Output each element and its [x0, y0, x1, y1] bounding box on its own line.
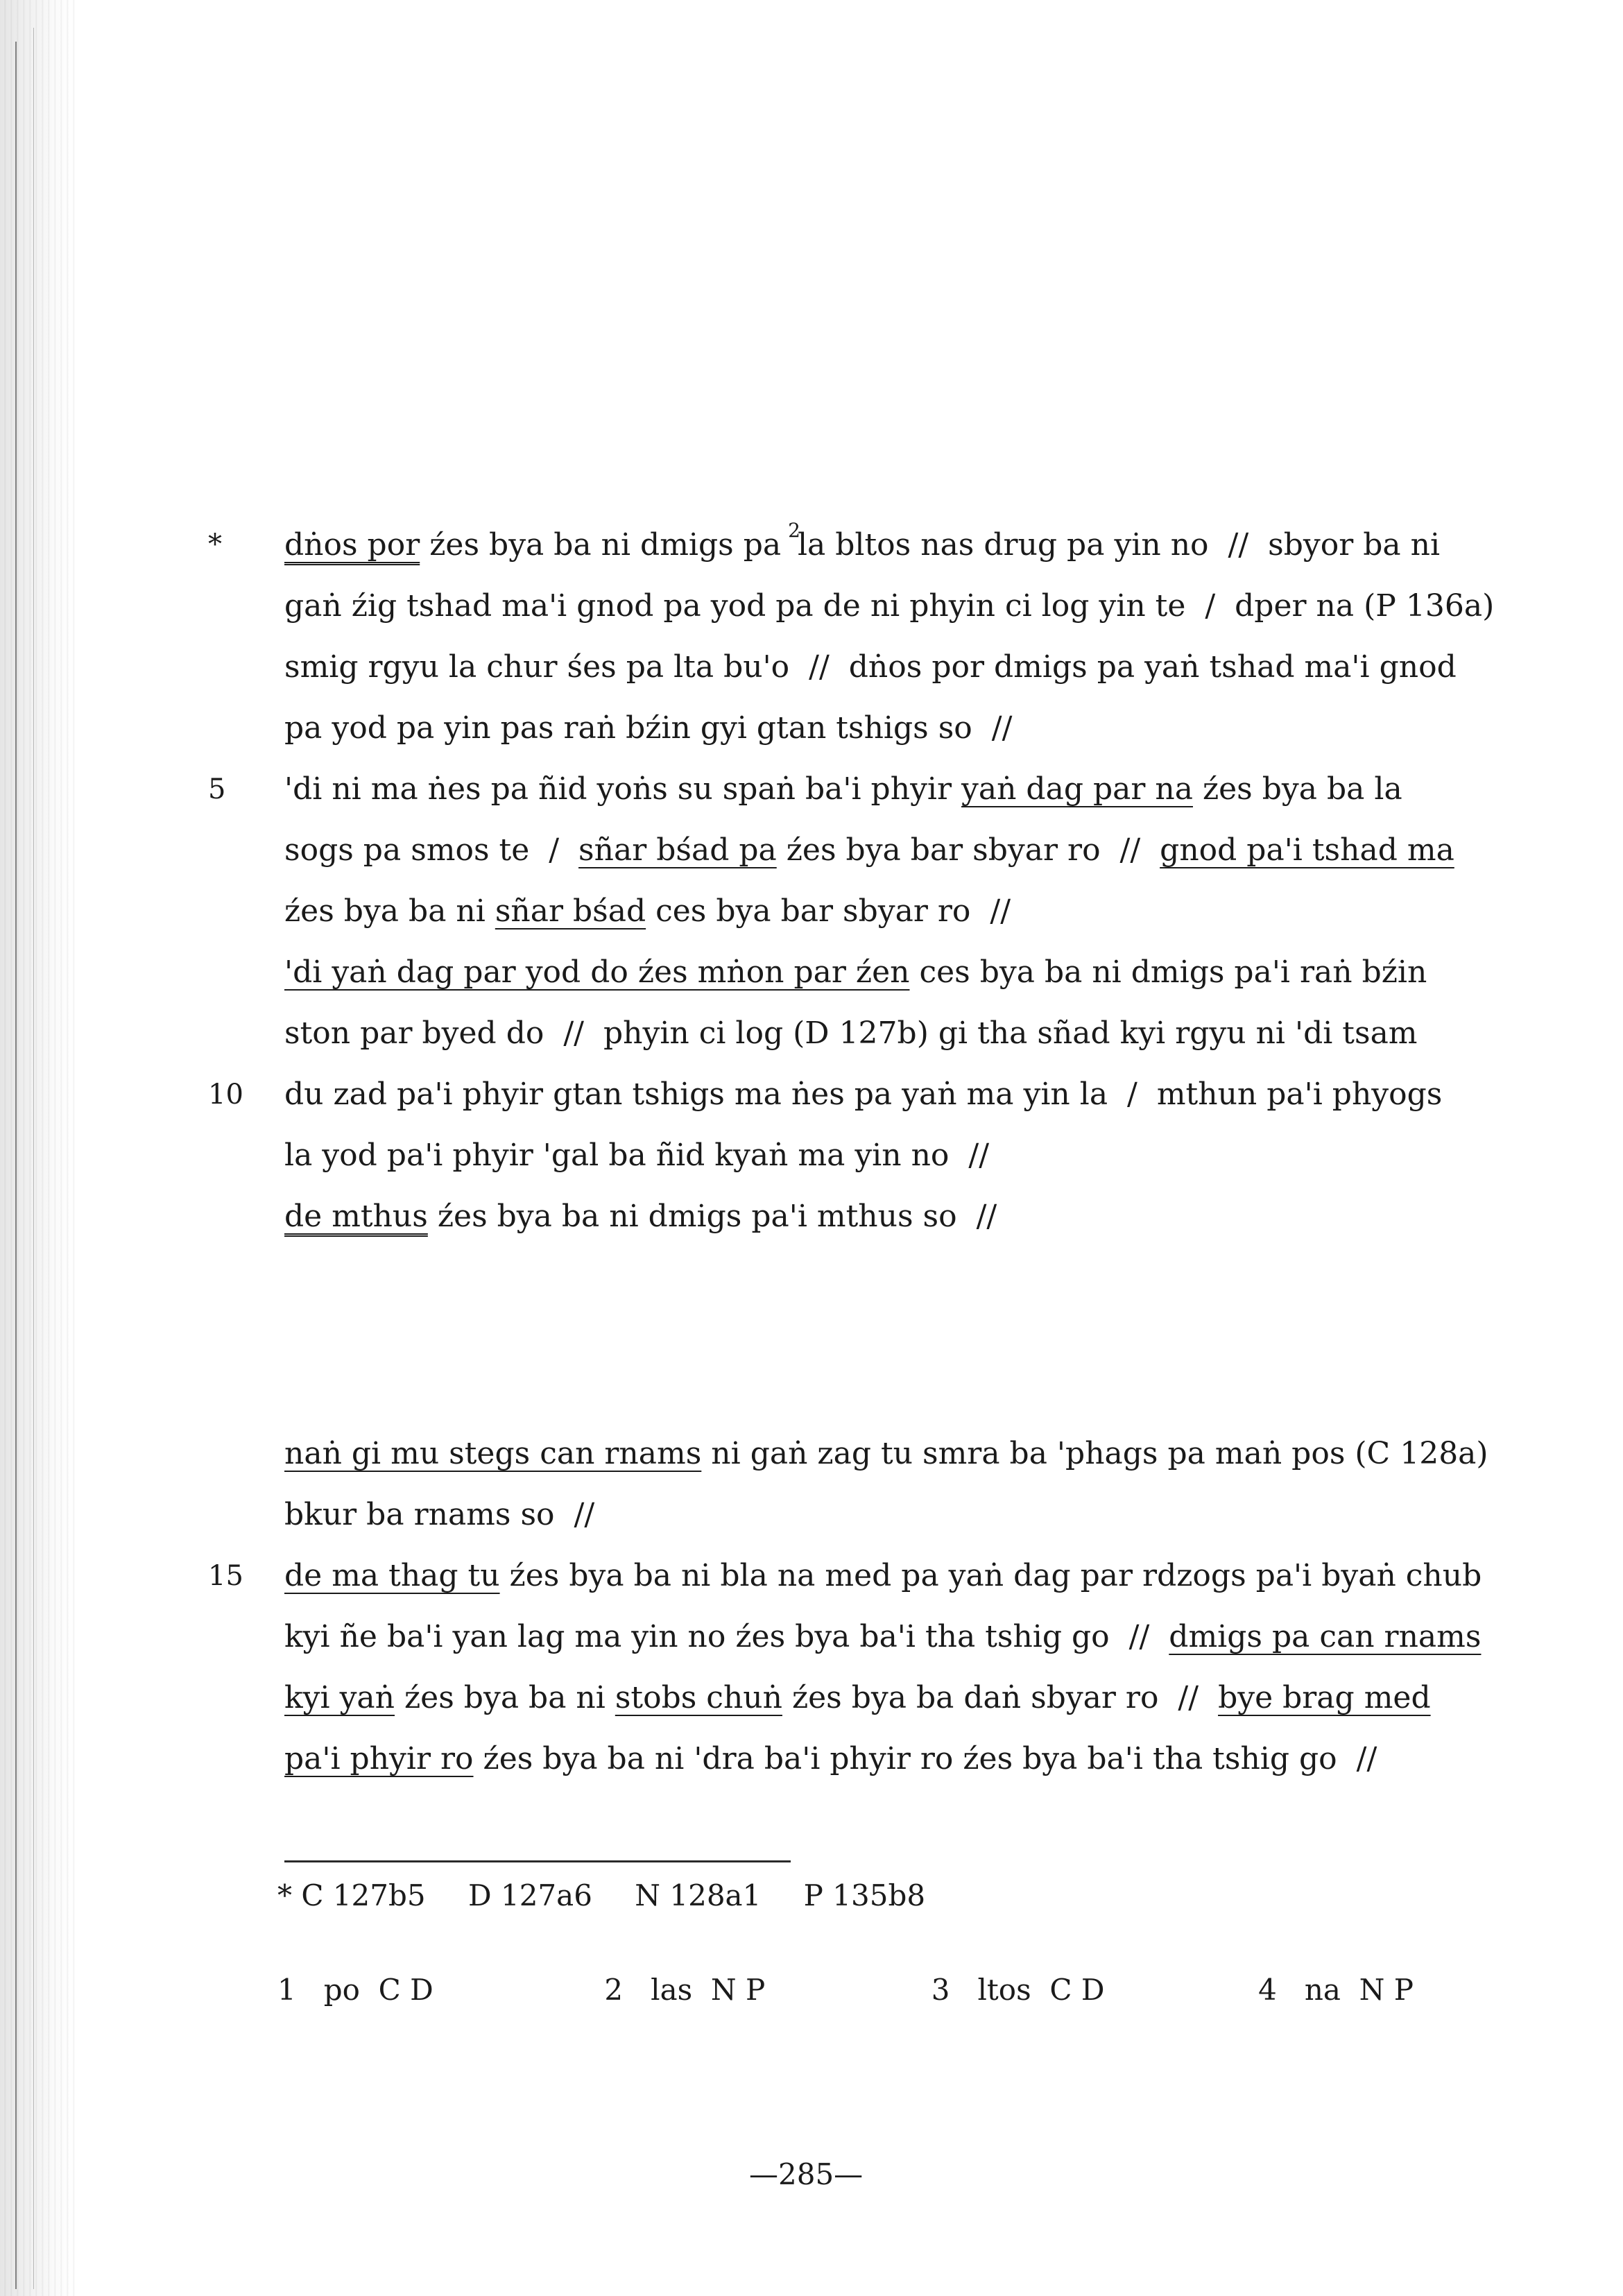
text-run: du zad pa'i phyir gtan tshigs ma ṅes pa yaṅ ma yin la / mthun pa'i phyogs	[284, 1077, 1443, 1112]
lemma-underlined: stobs chuṅ	[615, 1680, 782, 1715]
text-line	[284, 881, 1429, 942]
text-line	[284, 820, 1454, 881]
text-run: kyi ñe ba'i yan lag ma yin no źes bya ba'i tha tshig go //	[284, 1619, 1169, 1654]
text-line	[284, 1003, 1429, 1064]
note-reference: 2	[788, 519, 800, 542]
text-run: źes bya ba ni	[284, 893, 495, 929]
lemma-underlined: sñar bśad pa	[578, 832, 777, 868]
line-number: 10	[208, 1079, 243, 1111]
footnote-variants	[277, 1973, 1576, 2007]
text-run: ces bya bar sbyar ro //	[646, 893, 1011, 929]
line-number: 5	[208, 773, 226, 805]
text-run: źes bya ba la	[1192, 771, 1402, 807]
text-line	[284, 515, 1441, 576]
text-section-2	[208, 1423, 1488, 1790]
text-line	[284, 637, 1457, 698]
footnote-star-marker: *	[208, 529, 222, 560]
text-line	[284, 1484, 1429, 1545]
siglum-n: N 128a1	[635, 1878, 762, 1912]
text-line	[284, 1729, 1429, 1790]
text-run: źes bya ba ni 'dra ba'i phyir ro źes bya ba'i tha tshig go //	[473, 1741, 1377, 1776]
lemma-underlined: de mthus	[284, 1199, 428, 1234]
binding-line	[15, 42, 17, 2289]
lemma-underlined: sñar bśad	[495, 893, 646, 929]
siglum-c: * C 127b5	[277, 1878, 426, 1912]
lemma-underlined: yaṅ dag par na	[961, 771, 1193, 807]
text-run: smig rgyu la chur śes pa lta bu'o // dṅos por dmigs pa yaṅ tshad ma'i gnod	[284, 649, 1457, 685]
variant-note-3: 3 ltos C D	[931, 1973, 1105, 2007]
lemma-underlined: dmigs pa can rnams	[1169, 1619, 1482, 1654]
variant-note-1: 1 po C D	[277, 1973, 433, 2007]
text-run: źes bya ba ni bla na med pa yaṅ dag par rdzogs pa'i byaṅ chub	[499, 1558, 1482, 1593]
text-run: la yod pa'i phyir 'gal ba ñid kyaṅ ma yin no //	[284, 1138, 990, 1173]
lemma-underlined: dṅos por	[284, 527, 420, 563]
text-run: źes bya ba ni dmigs pa'i mthus so //	[427, 1199, 997, 1234]
text-run: pa yod pa yin pas raṅ bźin gyi gtan tshigs so //	[284, 710, 1013, 746]
lemma-underlined: gnod pa'i tshad ma	[1160, 832, 1454, 868]
text-line	[284, 942, 1429, 1003]
siglum-p: P 135b8	[803, 1878, 926, 1912]
text-run: ces bya ba ni dmigs pa'i raṅ bźin	[909, 954, 1427, 990]
text-run: bkur ba rnams so //	[284, 1497, 595, 1532]
text-section-1	[208, 515, 1495, 1247]
footnote-rule	[284, 1860, 791, 1862]
page-number: —285—	[749, 2157, 864, 2191]
text-line	[284, 1423, 1488, 1484]
text-run: źes bya bar sbyar ro //	[776, 832, 1160, 868]
text-line	[284, 576, 1495, 637]
siglum-d: D 127a6	[467, 1878, 592, 1912]
scan-binding-edge	[0, 0, 76, 2296]
text-run: źes bya ba ni dmigs pa	[420, 527, 791, 563]
text-line	[284, 698, 1429, 759]
lemma-underlined: de ma thag tu	[284, 1558, 500, 1593]
text-run: źes bya ba daṅ sbyar ro //	[782, 1680, 1219, 1715]
text-line	[284, 1607, 1482, 1668]
text-run: 'di ni ma ṅes pa ñid yoṅs su spaṅ ba'i phyir	[284, 771, 962, 807]
text-run: ni gaṅ zag tu smra ba 'phags pa maṅ pos (C 128a)	[701, 1436, 1488, 1471]
text-run: ston par byed do // phyin ci log (D 127b) gi tha sñad kyi rgyu ni 'di tsam	[284, 1016, 1418, 1051]
text-line	[208, 759, 1429, 820]
text-line	[208, 1545, 1482, 1607]
variant-note-4: 4 na N P	[1258, 1973, 1414, 2007]
text-run: sogs pa smos te /	[284, 832, 579, 868]
footnote-sigla	[277, 1878, 959, 1912]
text-run: źes bya ba ni	[395, 1680, 615, 1715]
lemma-underlined: bye brag med	[1218, 1680, 1431, 1715]
text-run: gaṅ źig tshad ma'i gnod pa yod pa de ni phyin ci log yin te / dper na (P 136a)	[284, 588, 1495, 624]
text-line	[284, 1186, 1429, 1247]
line-number: 15	[208, 1560, 243, 1592]
lemma-underlined: kyi yaṅ	[284, 1680, 395, 1715]
lemma-underlined: naṅ gi mu stegs can rnams	[284, 1436, 702, 1471]
binding-line-secondary	[33, 28, 34, 2289]
text-line	[284, 1125, 1429, 1186]
text-line	[208, 1064, 1443, 1125]
lemma-underlined: pa'i phyir ro	[284, 1741, 474, 1776]
text-run: la	[797, 527, 826, 563]
lemma-underlined: 'di yaṅ dag par yod do źes mṅon par źen	[284, 954, 910, 990]
variant-note-2: 2 las N P	[604, 1973, 766, 2007]
text-line	[284, 1668, 1429, 1729]
text-run: bltos nas drug pa yin no // sbyor ba ni	[825, 527, 1441, 563]
